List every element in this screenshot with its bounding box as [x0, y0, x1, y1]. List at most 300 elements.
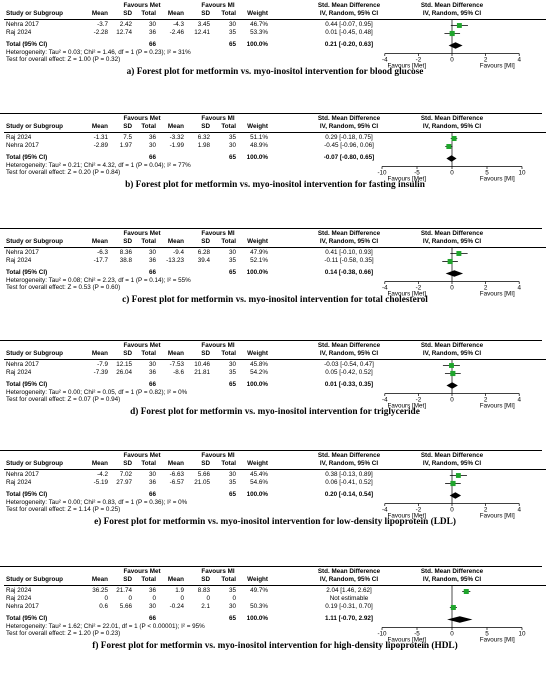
panel-separator [0, 566, 542, 567]
mean-met: -7.39 [93, 369, 108, 376]
total-met: 66 [148, 154, 156, 161]
mean-header: Mean [91, 10, 108, 17]
total-header: Total [141, 123, 156, 130]
study-ci: 0.01 [-0.45, 0.48] [325, 29, 373, 36]
study-weight: 45.4% [250, 471, 268, 478]
x-tick-label: 0 [450, 630, 454, 637]
forest-plot [364, 132, 540, 183]
smd-sub: IV, Random, 95% CI [319, 576, 379, 583]
mean-header: Mean [91, 123, 108, 130]
overall-effect-text: Test for overall effect: Z = 1.14 (P = 0.25) [6, 506, 121, 513]
smd-title-plot: Std. Mean Difference [420, 452, 484, 459]
total-met: 36 [148, 257, 156, 264]
group1-header: Favours Met [123, 342, 161, 349]
total-mi: 30 [228, 471, 236, 478]
study-weight: 54.2% [250, 369, 268, 376]
total-label: Total (95% CI) [6, 381, 48, 388]
weight-header: Weight [247, 576, 268, 583]
smd-title-plot: Std. Mean Difference [420, 568, 484, 575]
sd-header: SD [201, 238, 210, 245]
sd-header: SD [123, 460, 132, 467]
total-header: Total [221, 460, 236, 467]
mean-met: 0 [104, 595, 108, 602]
overall-effect-text: Test for overall effect: Z = 1.00 (P = 0.32) [6, 56, 121, 63]
study-header: Study or Subgroup [6, 123, 64, 130]
study-weight: 51.1% [250, 134, 268, 141]
mean-met: -17.7 [93, 257, 108, 264]
favours-met-label: Favours [Met] [387, 290, 426, 297]
study-name: Raj 2024 [6, 134, 32, 141]
x-tick-label: -4 [381, 284, 388, 291]
smd-sub-plot: IV, Random, 95% CI [422, 576, 482, 583]
overall-effect-text: Test for overall effect: Z = 0.20 (P = 0.84) [6, 169, 121, 176]
sd-met: 12.74 [116, 29, 132, 36]
study-ci: 0.19 [-0.31, 0.70] [325, 603, 373, 610]
study-ci: 0.38 [-0.13, 0.89] [325, 471, 373, 478]
favours-met-label: Favours [Met] [387, 512, 426, 519]
x-tick-label: 0 [450, 396, 454, 403]
smd-sub-plot: IV, Random, 95% CI [422, 350, 482, 357]
x-tick-label: -2 [415, 56, 422, 63]
heterogeneity-text: Heterogeneity: Tau² = 1.62; Chi² = 22.01, df = 1 (P < 0.00001); I² = 95% [6, 623, 205, 630]
panel-caption: b) Forest plot for metformin vs. myo-inositol intervention for fasting insulin [125, 180, 425, 190]
mean-mi: -4.3 [173, 21, 184, 28]
sd-header: SD [123, 350, 132, 357]
study-ci: 0.44 [-0.07, 0.95] [325, 21, 373, 28]
study-square-marker [452, 135, 457, 140]
sd-header: SD [123, 123, 132, 130]
weight-header: Weight [247, 350, 268, 357]
mean-met: -2.28 [93, 29, 108, 36]
sd-mi: 5.66 [197, 471, 210, 478]
study-weight: 54.6% [250, 479, 268, 486]
favours-mi-label: Favours [MI] [479, 175, 515, 182]
study-header: Study or Subgroup [6, 460, 64, 467]
forest-plot [364, 247, 540, 298]
group1-header: Favours Met [123, 230, 161, 237]
x-tick-label: 10 [518, 169, 526, 176]
total-met: 36 [148, 134, 156, 141]
study-ci: 0.06 [-0.41, 0.52] [325, 479, 373, 486]
weight-header: Weight [247, 238, 268, 245]
mean-mi: -7.53 [169, 361, 184, 368]
sd-met: 7.02 [119, 471, 132, 478]
total-met: 30 [148, 603, 156, 610]
smd-title: Std. Mean Difference [317, 230, 381, 237]
heterogeneity-text: Heterogeneity: Tau² = 0.03; Chi² = 1.46, df = 1 (P = 0.23); I² = 31% [6, 49, 191, 56]
total-label: Total (95% CI) [6, 615, 48, 622]
study-header: Study or Subgroup [6, 576, 64, 583]
panel-caption: c) Forest plot for metformin vs. myo-inositol intervention for total cholesterol [122, 295, 428, 305]
study-weight: 45.8% [250, 361, 268, 368]
study-name: Raj 2024 [6, 29, 32, 36]
sd-met: 21.74 [116, 587, 132, 594]
total-met: 0 [152, 595, 156, 602]
panel-caption: d) Forest plot for metformin vs. myo-inositol intervention for triglyceride [130, 407, 420, 417]
x-tick-label: -2 [415, 396, 422, 403]
total-header: Total [221, 350, 236, 357]
panel-separator [0, 450, 542, 451]
mean-met: -2.89 [93, 142, 108, 149]
x-tick-label: 4 [517, 506, 521, 513]
total-header: Total [141, 10, 156, 17]
total-header: Total [141, 576, 156, 583]
mean-header: Mean [167, 10, 184, 17]
total-met: 36 [148, 29, 156, 36]
x-tick-label: 4 [517, 56, 521, 63]
total-met: 66 [148, 41, 156, 48]
panel-separator [0, 228, 542, 229]
forest-plot [364, 19, 540, 70]
total-mi: 65 [228, 615, 236, 622]
group2-header: Favours MI [201, 568, 235, 575]
total-mi: 30 [228, 361, 236, 368]
pooled-diamond [446, 270, 463, 276]
study-name: Nehra 2017 [6, 249, 39, 256]
sd-met: 12.15 [116, 361, 132, 368]
x-tick-label: -10 [377, 169, 387, 176]
sd-met: 8.36 [119, 249, 132, 256]
sd-mi: 21.81 [194, 369, 210, 376]
x-tick-label: 0 [450, 56, 454, 63]
smd-title-plot: Std. Mean Difference [420, 230, 484, 237]
group2-header: Favours MI [201, 230, 235, 237]
sd-mi: 6.32 [197, 134, 210, 141]
sd-met: 2.42 [119, 21, 132, 28]
mean-met: -4.2 [97, 471, 108, 478]
forest-panel [4, 342, 546, 454]
pooled-diamond [450, 492, 461, 498]
smd-title-plot: Std. Mean Difference [420, 115, 484, 122]
overall-effect-text: Test for overall effect: Z = 0.07 (P = 0.94) [6, 396, 121, 403]
total-header: Total [141, 350, 156, 357]
total-met: 36 [148, 479, 156, 486]
total-mi: 65 [228, 491, 236, 498]
favours-mi-label: Favours [MI] [479, 402, 515, 409]
total-met: 66 [148, 269, 156, 276]
mean-met: -3.7 [97, 21, 108, 28]
mean-mi: -6.57 [169, 479, 184, 486]
favours-mi-label: Favours [MI] [479, 512, 515, 519]
x-tick-label: -2 [415, 506, 422, 513]
study-weight: 53.3% [250, 29, 268, 36]
smd-sub-plot: IV, Random, 95% CI [422, 10, 482, 17]
heterogeneity-text: Heterogeneity: Tau² = 0.00; Chi² = 0.83, df = 1 (P = 0.36); I² = 0% [6, 499, 188, 506]
favours-mi-label: Favours [MI] [479, 636, 515, 643]
forest-panel [4, 2, 546, 114]
study-square-marker [464, 589, 469, 594]
sd-mi: 1.98 [197, 142, 210, 149]
favours-met-label: Favours [Met] [387, 62, 426, 69]
mean-mi: -9.4 [173, 249, 184, 256]
mean-header: Mean [167, 576, 184, 583]
sd-header: SD [201, 350, 210, 357]
weight-header: Weight [247, 123, 268, 130]
sd-mi: 6.28 [197, 249, 210, 256]
study-square-marker [451, 604, 456, 609]
study-square-marker [450, 30, 455, 35]
total-header: Total [221, 10, 236, 17]
sd-header: SD [123, 576, 132, 583]
total-met: 30 [148, 142, 156, 149]
total-mi: 30 [228, 21, 236, 28]
total-ci: 0.01 [-0.33, 0.35] [324, 381, 374, 388]
x-tick-label: -5 [414, 169, 420, 176]
favours-met-label: Favours [Met] [387, 402, 426, 409]
x-tick-label: 10 [518, 630, 526, 637]
study-name: Raj 2024 [6, 595, 32, 602]
sd-header: SD [123, 10, 132, 17]
group1-header: Favours Met [123, 568, 161, 575]
smd-sub-plot: IV, Random, 95% CI [422, 238, 482, 245]
x-tick-label: -4 [381, 56, 388, 63]
study-header: Study or Subgroup [6, 10, 64, 17]
forest-panel [4, 568, 546, 680]
mean-mi: -6.63 [169, 471, 184, 478]
study-ci: -0.03 [-0.54, 0.47] [324, 361, 374, 368]
total-mi: 65 [228, 41, 236, 48]
smd-sub: IV, Random, 95% CI [319, 123, 379, 130]
panel-separator [0, 113, 542, 114]
sd-met: 1.97 [119, 142, 132, 149]
total-mi: 30 [228, 249, 236, 256]
sd-met: 38.8 [119, 257, 132, 264]
mean-header: Mean [91, 576, 108, 583]
study-square-marker [446, 144, 451, 149]
study-name: Raj 2024 [6, 369, 32, 376]
forest-panel [4, 230, 546, 342]
sd-mi: 12.41 [194, 29, 210, 36]
study-header: Study or Subgroup [6, 350, 64, 357]
total-mi: 0 [232, 595, 236, 602]
x-tick-label: 4 [517, 396, 521, 403]
study-ci: 0.29 [-0.18, 0.75] [325, 134, 373, 141]
study-name: Nehra 2017 [6, 361, 39, 368]
total-mi: 65 [228, 154, 236, 161]
study-weight: 50.3% [250, 603, 268, 610]
total-met: 66 [148, 615, 156, 622]
total-met: 66 [148, 381, 156, 388]
total-weight: 100.0% [246, 491, 268, 498]
smd-title: Std. Mean Difference [317, 115, 381, 122]
total-mi: 35 [228, 134, 236, 141]
total-header: Total [221, 576, 236, 583]
mean-header: Mean [167, 350, 184, 357]
mean-mi: 0 [180, 595, 184, 602]
study-weight: 49.7% [250, 587, 268, 594]
mean-header: Mean [167, 460, 184, 467]
smd-sub: IV, Random, 95% CI [319, 238, 379, 245]
study-name: Nehra 2017 [6, 471, 39, 478]
sd-header: SD [201, 576, 210, 583]
study-square-marker [457, 23, 462, 28]
study-name: Nehra 2017 [6, 603, 39, 610]
study-square-marker [456, 251, 461, 256]
sd-met: 27.97 [116, 479, 132, 486]
total-weight: 100.0% [246, 269, 268, 276]
total-label: Total (95% CI) [6, 41, 48, 48]
overall-effect-text: Test for overall effect: Z = 0.53 (P = 0.60) [6, 284, 121, 291]
total-mi: 35 [228, 479, 236, 486]
sd-mi: 0 [206, 595, 210, 602]
favours-mi-label: Favours [MI] [479, 62, 515, 69]
total-weight: 100.0% [246, 154, 268, 161]
study-ci: 0.41 [-0.10, 0.93] [325, 249, 373, 256]
sd-header: SD [201, 460, 210, 467]
total-mi: 35 [228, 587, 236, 594]
x-tick-label: -4 [381, 506, 388, 513]
total-header: Total [221, 123, 236, 130]
x-tick-label: 0 [450, 284, 454, 291]
sd-met: 0 [128, 595, 132, 602]
sd-mi: 39.4 [197, 257, 210, 264]
study-weight: 46.7% [250, 21, 268, 28]
study-weight: 48.9% [250, 142, 268, 149]
favours-mi-label: Favours [MI] [479, 290, 515, 297]
smd-sub-plot: IV, Random, 95% CI [422, 460, 482, 467]
total-met: 30 [148, 361, 156, 368]
mean-header: Mean [167, 238, 184, 245]
study-ci: Not estimable [329, 595, 369, 602]
smd-title: Std. Mean Difference [317, 342, 381, 349]
study-name: Raj 2024 [6, 587, 32, 594]
mean-met: -6.3 [97, 249, 108, 256]
total-ci: 0.21 [-0.20, 0.63] [324, 41, 374, 48]
study-square-marker [450, 480, 455, 485]
group2-header: Favours MI [201, 115, 235, 122]
group1-header: Favours Met [123, 2, 161, 9]
x-tick-label: -10 [377, 630, 387, 637]
mean-header: Mean [91, 238, 108, 245]
mean-mi: -8.6 [173, 369, 184, 376]
mean-mi: -0.24 [169, 603, 184, 610]
x-tick-label: -5 [414, 630, 420, 637]
total-weight: 100.0% [246, 615, 268, 622]
panel-caption: e) Forest plot for metformin vs. myo-inositol intervention for low-density lipoprotein (LDL) [94, 517, 456, 527]
total-header: Total [141, 460, 156, 467]
total-met: 30 [148, 249, 156, 256]
mean-met: -7.9 [97, 361, 108, 368]
pooled-diamond [446, 382, 457, 388]
total-ci: 0.14 [-0.38, 0.66] [324, 269, 374, 276]
x-tick-label: 2 [483, 284, 488, 291]
total-ci: -0.07 [-0.80, 0.65] [323, 154, 375, 161]
study-square-marker [456, 473, 461, 478]
study-weight: 47.9% [250, 249, 268, 256]
group2-header: Favours MI [201, 342, 235, 349]
group2-header: Favours MI [201, 2, 235, 9]
study-name: Raj 2024 [6, 257, 32, 264]
sd-met: 5.66 [119, 603, 132, 610]
smd-sub-plot: IV, Random, 95% CI [422, 123, 482, 130]
group1-header: Favours Met [123, 115, 161, 122]
sd-mi: 2.1 [201, 603, 210, 610]
study-square-marker [448, 258, 453, 263]
panel-caption: a) Forest plot for metformin vs. myo-inositol intervention for blood glucose [126, 67, 424, 77]
total-header: Total [221, 238, 236, 245]
heterogeneity-text: Heterogeneity: Tau² = 0.21; Chi² = 4.32, df = 1 (P = 0.04); I² = 77% [6, 162, 191, 169]
forest-plot [364, 359, 540, 410]
study-square-marker [449, 363, 454, 368]
smd-sub: IV, Random, 95% CI [319, 460, 379, 467]
forest-plot [364, 585, 540, 644]
study-square-marker [450, 370, 455, 375]
total-met: 30 [148, 21, 156, 28]
total-mi: 65 [228, 381, 236, 388]
x-tick-label: 2 [483, 396, 488, 403]
study-ci: -0.11 [-0.58, 0.35] [324, 257, 374, 264]
panel-caption: f) Forest plot for metformin vs. myo-inositol intervention for high-density lipoprotein (HDL) [92, 641, 458, 651]
smd-title: Std. Mean Difference [317, 568, 381, 575]
smd-title: Std. Mean Difference [317, 2, 381, 9]
heterogeneity-text: Heterogeneity: Tau² = 0.00; Chi² = 0.05, df = 1 (P = 0.82); I² = 0% [6, 389, 188, 396]
total-weight: 100.0% [246, 41, 268, 48]
total-header: Total [141, 238, 156, 245]
total-ci: 0.20 [-0.14, 0.54] [324, 491, 374, 498]
sd-header: SD [201, 123, 210, 130]
mean-header: Mean [91, 350, 108, 357]
mean-mi: -13.23 [166, 257, 184, 264]
total-mi: 35 [228, 257, 236, 264]
total-mi: 65 [228, 269, 236, 276]
x-tick-label: 4 [517, 284, 521, 291]
study-name: Nehra 2017 [6, 21, 39, 28]
x-tick-label: 0 [450, 169, 454, 176]
weight-header: Weight [247, 460, 268, 467]
sd-header: SD [123, 238, 132, 245]
x-tick-label: -2 [415, 284, 422, 291]
smd-sub: IV, Random, 95% CI [319, 10, 379, 17]
group2-header: Favours MI [201, 452, 235, 459]
panel-separator [0, 340, 542, 341]
study-ci: 2.04 [1.46, 2.62] [326, 587, 372, 594]
total-mi: 35 [228, 369, 236, 376]
sd-met: 26.04 [116, 369, 132, 376]
study-ci: 0.05 [-0.42, 0.52] [325, 369, 373, 376]
study-weight: 52.1% [250, 257, 268, 264]
smd-title-plot: Std. Mean Difference [420, 2, 484, 9]
sd-met: 7.5 [123, 134, 132, 141]
sd-mi: 3.45 [197, 21, 210, 28]
mean-header: Mean [167, 123, 184, 130]
study-name: Nehra 2017 [6, 142, 39, 149]
smd-title-plot: Std. Mean Difference [420, 342, 484, 349]
forest-panel [4, 452, 546, 564]
sd-header: SD [201, 10, 210, 17]
total-label: Total (95% CI) [6, 154, 48, 161]
study-ci: -0.45 [-0.96, 0.06] [324, 142, 374, 149]
x-tick-label: -4 [381, 396, 388, 403]
study-name: Raj 2024 [6, 479, 32, 486]
mean-met: -1.31 [93, 134, 108, 141]
study-header: Study or Subgroup [6, 238, 64, 245]
total-label: Total (95% CI) [6, 269, 48, 276]
x-tick-label: 2 [483, 506, 488, 513]
mean-mi: -3.32 [169, 134, 184, 141]
total-weight: 100.0% [246, 381, 268, 388]
total-met: 36 [148, 587, 156, 594]
x-tick-label: 5 [485, 169, 489, 176]
mean-mi: -1.99 [169, 142, 184, 149]
favours-met-label: Favours [Met] [387, 636, 426, 643]
total-met: 36 [148, 369, 156, 376]
total-ci: 1.11 [-0.70, 2.92] [325, 615, 373, 622]
x-tick-label: 5 [485, 630, 489, 637]
mean-mi: -2.46 [169, 29, 184, 36]
total-met: 30 [148, 471, 156, 478]
total-met: 66 [148, 491, 156, 498]
heterogeneity-text: Heterogeneity: Tau² = 0.08; Chi² = 2.23, df = 1 (P = 0.14); I² = 55% [6, 277, 191, 284]
